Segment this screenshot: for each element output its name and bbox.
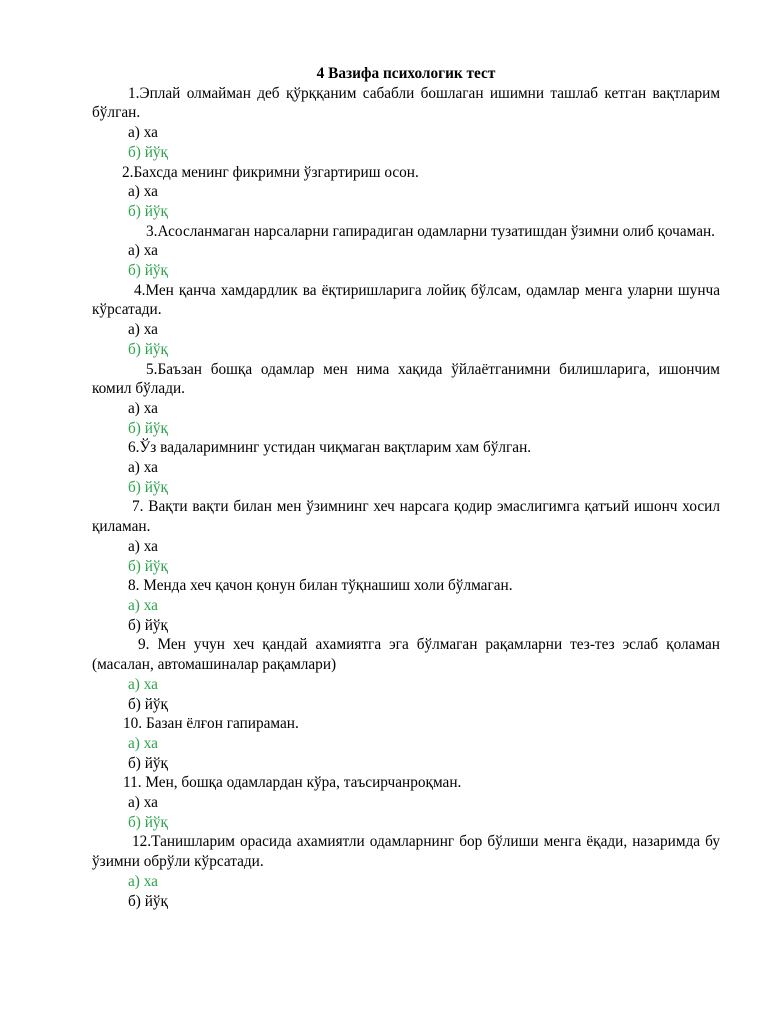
question-12-option-a[interactable]: а) ха [128, 872, 158, 890]
question-9-option-b[interactable]: б) йўқ [128, 695, 168, 713]
question-7-option-b[interactable]: б) йўқ [128, 557, 168, 575]
question-4-option-a[interactable]: а) ха [128, 321, 158, 339]
question-1: 1.Эплай олмайман деб қўрққаним сабабли бошлаган ишимни ташлаб кетган вақтларим бўлган. [92, 84, 720, 122]
page-title: 4 Вазифа психологик тест [316, 65, 496, 82]
question-8-option-a[interactable]: а) ха [128, 596, 158, 614]
question-7: 7. Вақти вақти билан мен ўзимнинг хеч нарсага қодир эмаслигимга қатъий ишонч хосил қиламан. [92, 498, 720, 536]
question-3-option-b[interactable]: б) йўқ [128, 262, 168, 280]
question-11-option-b[interactable]: б) йўқ [128, 813, 168, 831]
question-10: 10. Базан ёлғон гапираман. [123, 715, 299, 733]
question-1-option-b[interactable]: б) йўқ [128, 143, 168, 161]
question-9: 9. Мен учун хеч қандай ахамиятга эга бўлмаган рақамларни тез-тез эслаб қоламан (масалан, автомашиналар рақамлари) [92, 636, 720, 674]
question-8-option-b[interactable]: б) йўқ [128, 616, 168, 634]
question-5: 5.Баъзан бошқа одамлар мен нима хақида ўйлаётганимни билишларига, ишончим комил бўлади. [92, 360, 720, 398]
question-11-option-a[interactable]: а) ха [128, 794, 158, 812]
question-4-option-b[interactable]: б) йўқ [128, 340, 168, 358]
question-6-option-b[interactable]: б) йўқ [128, 478, 168, 496]
question-12: 12.Танишларим орасида ахамиятли одамларнинг бор бўлиши менга ёқади, назаримда бу ўзимни обрўли кўрсатади. [92, 833, 720, 871]
question-6: 6.Ўз вадаларимнинг устидан чиқмаган вақтларим хам бўлган. [128, 439, 532, 457]
question-5-option-b[interactable]: б) йўқ [128, 419, 168, 437]
question-10-option-a[interactable]: а) ха [128, 734, 158, 752]
question-8: 8. Менда хеч қачон қонун билан тўқнашиш холи бўлмаган. [128, 577, 513, 595]
question-3-option-a[interactable]: а) ха [128, 242, 158, 260]
question-1-option-a[interactable]: а) ха [128, 124, 158, 142]
question-2-option-b[interactable]: б) йўқ [128, 202, 168, 220]
question-2-option-a[interactable]: а) ха [128, 183, 158, 201]
question-5-option-a[interactable]: а) ха [128, 399, 158, 417]
question-7-option-a[interactable]: а) ха [128, 537, 158, 555]
question-12-option-b[interactable]: б) йўқ [128, 892, 168, 910]
question-9-option-a[interactable]: а) ха [128, 675, 158, 693]
question-4: 4.Мен қанча хамдардлик ва ёқтиришларига лойиқ бўлсам, одамлар менга уларни шунча кўрсатади. [92, 281, 720, 319]
question-6-option-a[interactable]: а) ха [128, 459, 158, 477]
question-3: 3.Асосланмаган нарсаларни гапирадиган одамларни тузатишдан ўзимни олиб қочаман. [146, 222, 716, 240]
question-11: 11. Мен, бошқа одамлардан кўра, таъсирчанроқман. [123, 774, 462, 792]
question-2: 2.Бахсда менинг фикримни ўзгартириш осон. [122, 163, 419, 181]
question-10-option-b[interactable]: б) йўқ [128, 754, 168, 772]
document-page [92, 64, 720, 911]
